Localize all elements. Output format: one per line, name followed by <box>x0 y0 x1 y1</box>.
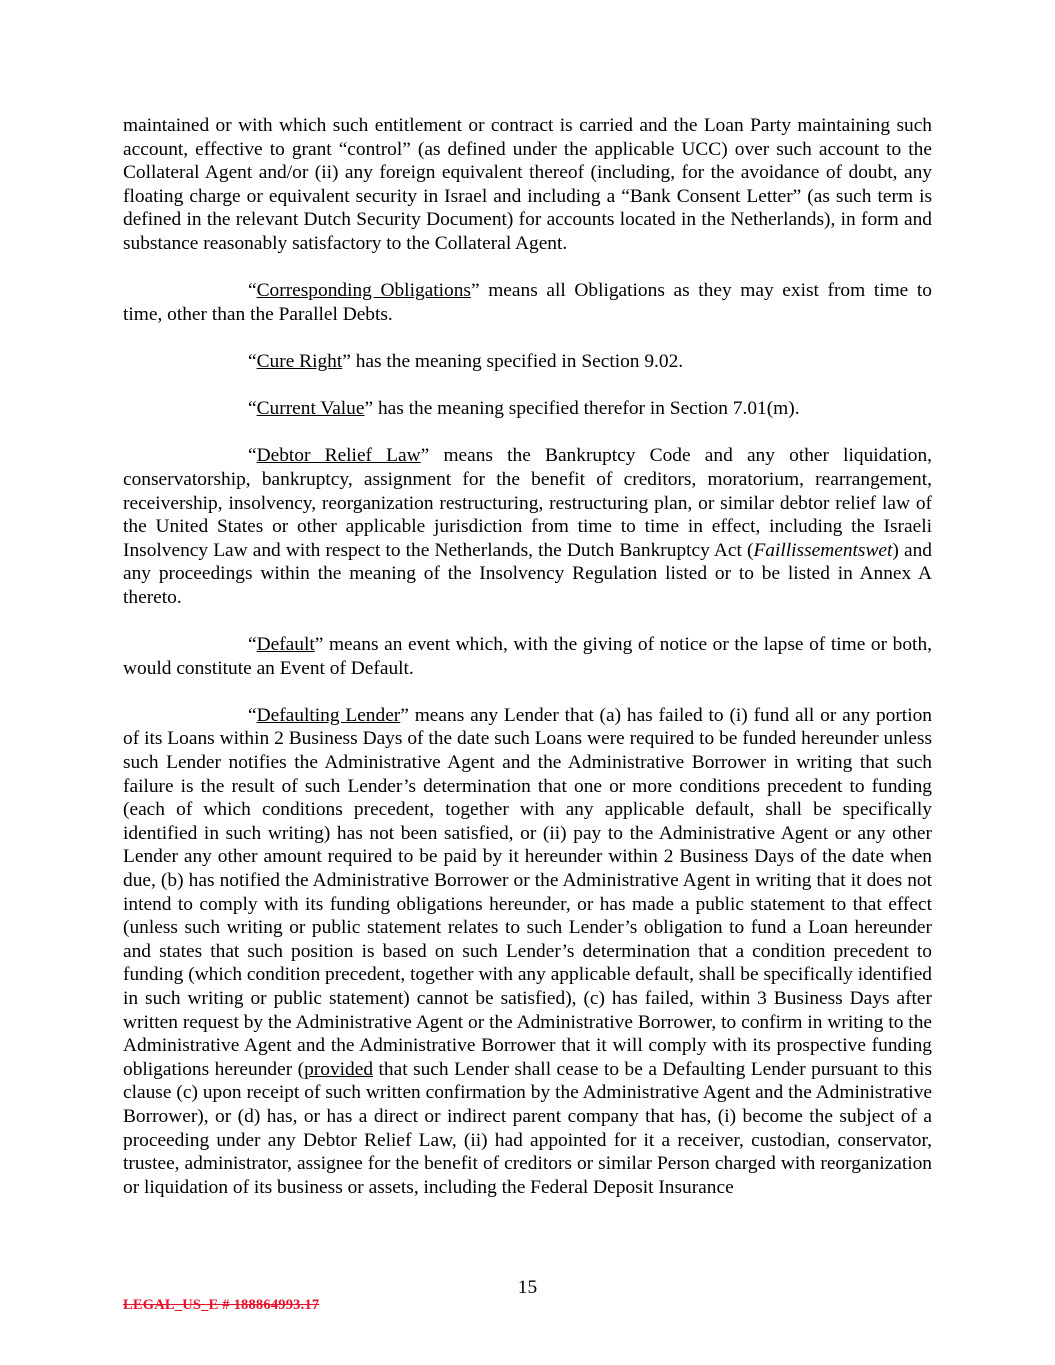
text-segment: ” means any Lender that (a) has failed to (i) fund all or any portion of its Loans within 2 Business Days of the date such Loans were required to be funded hereunder unless such Lender notifies the Administrative Agent and the Administrative Borrower in writing that such failure is the result of such Lender’s determination that one or more conditions precedent to funding (each of which conditions precedent, together with any applicable default, shall be specifically identified in such writing) has not been satisfied, or (ii) pay to the Administrative Agent or any other Lender any other amount required to be paid by it hereunder within 2 Business Days of the date when due, (b) has notified the Administrative Borrower or the Administrative Agent in writing that it does not intend to comply with its funding obligations hereunder, or has made a public statement to that effect (unless such writing or public statement relates to such Lender’s obligation to fund a Loan hereunder and states that such position is based on such Lender’s determination that a condition precedent to funding (which condition precedent, together with any applicable default, shall be specifically identified in such writing or public statement) cannot be satisfied), (c) has failed, within 3 Business Days after written request by the Administrative Agent or the Administrative Borrower, to confirm in writing to the Administrative Agent and the Administrative Borrower that it will comply with its prospective funding obligations hereunder ( <box>123 704 932 1080</box>
paragraph <box>123 633 932 680</box>
text-segment: ” means the Bankruptcy Code and any other liquidation, conservatorship, bankruptcy, assignment for the benefit of creditors, moratorium, rearrangement, receivership, insolvency, reorganization restructuring, restructuring plan, or similar debtor relief law of the United States or other applicable jurisdiction from time to time in effect, including the Israeli Insolvency Law and with respect to the Netherlands, the Dutch Bankruptcy Act ( <box>123 445 933 561</box>
text-segment: “ <box>248 350 257 372</box>
defined-term: Cure Right <box>256 350 343 372</box>
text-segment: ” means all Obligations as they may exist from time to time, other than the Parallel Debts. <box>123 280 932 325</box>
paragraph <box>123 444 932 609</box>
page-number: 15 <box>517 1277 538 1298</box>
paragraph <box>123 397 932 421</box>
foreign-term: Faillissementswet <box>753 539 893 561</box>
paragraph <box>123 279 932 326</box>
text-segment: “ <box>248 704 257 726</box>
defined-term: Debtor Relief Law <box>256 445 421 467</box>
defined-term: Corresponding Obligations <box>256 280 471 302</box>
text-segment: ) and any proceedings within the meaning of the Insolvency Regulation listed or to be listed in Annex A thereto. <box>123 539 932 608</box>
text-segment: that such Lender shall cease to be a Defaulting Lender pursuant to this clause (c) upon receipt of such written confirmation by the Administrative Agent and the Administrative Borrower), or (d) has, or has a direct or indirect parent company that has, (i) become the subject of a proceeding under any Debtor Relief Law, (ii) had appointed for it a receiver, custodian, conservator, trustee, administrator, assignee for the benefit of creditors or similar Person charged with reorganization or liquidation of its business or assets, including the Federal Deposit Insurance <box>123 1058 932 1198</box>
text-segment: ” has the meaning specified in Section 9.02. <box>342 350 684 372</box>
paragraph <box>123 114 932 256</box>
text-segment: “ <box>248 280 257 302</box>
text-segment: ” has the meaning specified therefor in Section 7.01(m). <box>364 398 800 420</box>
defined-term: Default <box>256 634 315 656</box>
text-segment: “ <box>248 634 257 656</box>
paragraph <box>123 350 932 374</box>
text-segment: ” means an event which, with the giving of notice or the lapse of time or both, would constitute an Event of Default. <box>123 634 932 679</box>
document-body <box>123 114 932 1223</box>
text-segment: “ <box>248 398 257 420</box>
paragraph <box>123 704 932 1199</box>
text-segment: “ <box>248 445 257 467</box>
text-segment: maintained or with which such entitlement or contract is carried and the Loan Party maintaining such account, effective to grant “control” (as defined under the applicable UCC) over such account to the Collateral Agent and/or (ii) any foreign equivalent thereof (including, for the avoidance of doubt, any floating charge or equivalent security in Israel and including a “Bank Consent Letter” (as such term is defined in the relevant Dutch Security Document) for accounts located in the Netherlands), in form and substance reasonably satisfactory to the Collateral Agent. <box>123 115 932 254</box>
defined-term: Current Value <box>256 398 365 420</box>
footer-doc-id: LEGAL_US_E # 188864993.17 <box>123 1297 320 1313</box>
defined-term: Defaulting Lender <box>256 704 401 726</box>
defined-term: provided <box>304 1058 374 1080</box>
